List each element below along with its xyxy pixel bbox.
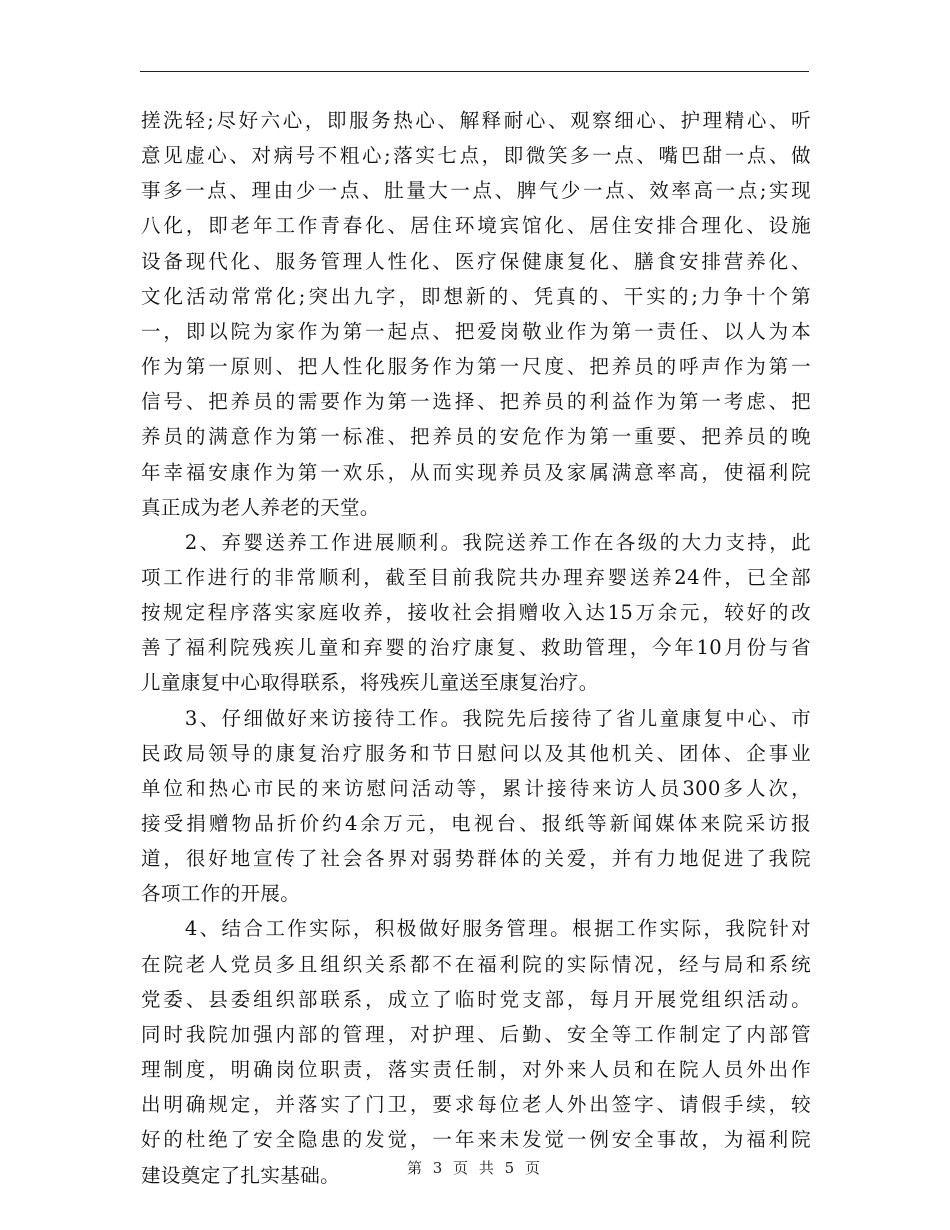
text-line: 同时我院加强内部的管理，对护理、后勤、安全等工作制定了内部管 — [141, 1022, 811, 1046]
text-line: 一，即以院为家作为第一起点、把爱岗敬业作为第一责任、以人为本 — [141, 319, 811, 343]
text-line: 意见虚心、对病号不粗心;落实七点，即微笑多一点、嘴巴甜一点、做 — [141, 144, 811, 168]
text-line: 各项工作的开展。 — [141, 882, 301, 906]
text-line: 民政局领导的康复治疗服务和节日慰问以及其他机关、团体、企事业 — [141, 741, 811, 765]
text-line: 养员的满意作为第一标准、把养员的安危作为第一重要、把养员的晚 — [141, 425, 811, 449]
text-line: 3、仔细做好来访接待工作。我院先后接待了省儿童康复中心、市 — [141, 706, 811, 730]
text-line: 建设奠定了扎实基础。 — [141, 1163, 341, 1187]
text-line: 项工作进行的非常顺利，截至目前我院共办理弃婴送养24件，已全部 — [141, 566, 811, 589]
text-line: 文化活动常常化;突出九字，即想新的、凭真的、干实的;力争十个第 — [141, 284, 811, 308]
header-rule — [140, 71, 809, 72]
text-line: 按规定程序落实家庭收养，接收社会捐赠收入达15万余元，较好的改 — [141, 601, 811, 625]
text-line: 设备现代化、服务管理人性化、医疗保健康复化、膳食安排营养化、 — [141, 249, 811, 273]
page-number: 第 3 页 共 5 页 — [407, 1159, 543, 1177]
text-line: 在院老人党员多且组织关系都不在福利院的实际情况，经与局和系统 — [141, 952, 811, 976]
text-line: 接受捐赠物品折价约4余万元，电视台、报纸等新闻媒体来院采访报 — [141, 812, 811, 835]
text-line: 信号、把养员的需要作为第一选择、把养员的利益作为第一考虑、把 — [141, 390, 811, 414]
text-line: 出明确规定，并落实了门卫，要求每位老人外出签字、请假手续，较 — [141, 1093, 811, 1117]
text-line: 道，很好地宣传了社会各界对弱势群体的关爱，并有力地促进了我院 — [141, 847, 811, 871]
text-line: 好的杜绝了安全隐患的发觉，一年来未发觉一例安全事故，为福利院 — [141, 1128, 811, 1152]
text-line: 善了福利院残疾儿童和弃婴的治疗康复、救助管理，今年10月份与省 — [141, 636, 811, 660]
text-line: 作为第一原则、把人性化服务作为第一尺度、把养员的呼声作为第一 — [141, 355, 811, 378]
text-line: 搓洗轻;尽好六心，即服务热心、解释耐心、观察细心、护理精心、听 — [141, 109, 811, 132]
text-line: 年幸福安康作为第一欢乐，从而实现养员及家属满意率高，使福利院 — [141, 460, 811, 484]
text-line: 儿童康复中心取得联系，将残疾儿童送至康复治疗。 — [141, 671, 599, 695]
text-line: 4、结合工作实际，积极做好服务管理。根据工作实际，我院针对 — [141, 917, 811, 941]
text-line: 真正成为老人养老的天堂。 — [141, 495, 380, 519]
text-line: 理制度，明确岗位职责，落实责任制，对外来人员和在院人员外出作 — [141, 1058, 811, 1081]
text-line: 2、弃婴送养工作进展顺利。我院送养工作在各级的大力支持，此 — [141, 530, 811, 554]
text-line: 单位和热心市民的来访慰问活动等，累计接待来访人员300多人次， — [141, 776, 811, 800]
text-line: 事多一点、理由少一点、肚量大一点、脾气少一点、效率高一点;实现 — [141, 179, 811, 203]
text-line: 八化，即老年工作青春化、居住环境宾馆化、居住安排合理化、设施 — [141, 214, 811, 238]
text-line: 党委、县委组织部联系，成立了临时党支部，每月开展党组织活动。 — [141, 987, 811, 1011]
